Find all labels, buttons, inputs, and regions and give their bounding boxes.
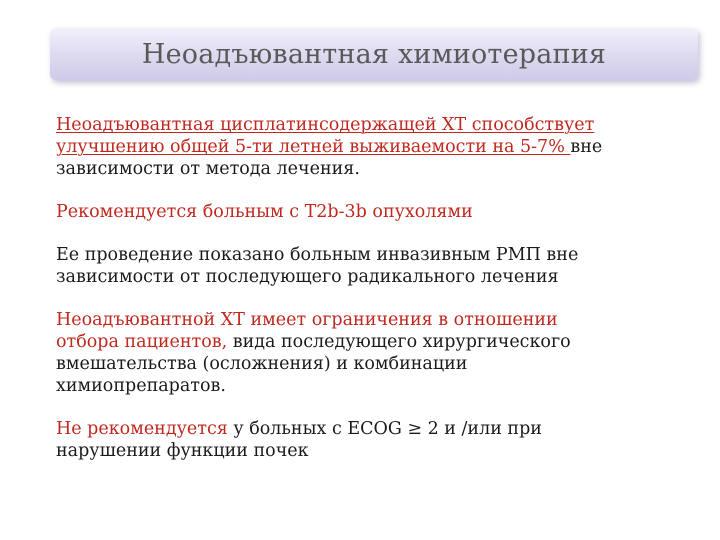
survival-line-1: Неоадъювантная цисплатинсодержащей ХТ способствует [56, 115, 595, 135]
limitations-line-2-highlight: отбора пациентов, [56, 332, 228, 352]
paragraph-survival [56, 114, 686, 180]
not-recommended-label: Не рекомендуется [56, 419, 228, 439]
indication-line-2: зависимости от последующего радикального лечения [56, 267, 559, 287]
limitations-line-1: Неоадъювантной ХТ имеет ограничения в отношении [56, 310, 558, 330]
survival-line-2-highlight: улучшению общей 5-ти летней выживаемости на 5-7% [56, 137, 571, 157]
indication-line-1: Ее проведение показано больным инвазивным РМП вне [56, 245, 579, 265]
paragraph-indication [56, 244, 686, 288]
paragraph-limitations [56, 309, 686, 397]
limitations-line-4: химиопрепаратов. [56, 376, 226, 396]
paragraph-not-recommended [56, 418, 686, 462]
slide-title: Неоадъювантная химиотерапия [141, 38, 607, 70]
not-recommended-line-1-rest: у больных с ECOG ≥ 2 и /или при [227, 419, 542, 439]
title-banner [50, 28, 698, 80]
paragraph-recommended: Рекомендуется больным с T2b-3b опухолями [56, 202, 473, 222]
limitations-line-2-rest: вида последующего хирургического [227, 332, 571, 352]
survival-line-3: зависимости от метода лечения. [56, 159, 360, 179]
slide-body [56, 114, 686, 483]
survival-line-2-rest: вне [570, 137, 603, 157]
not-recommended-line-2: нарушении функции почек [56, 441, 309, 461]
limitations-line-3: вмешательства (осложнения) и комбинации [56, 354, 468, 374]
